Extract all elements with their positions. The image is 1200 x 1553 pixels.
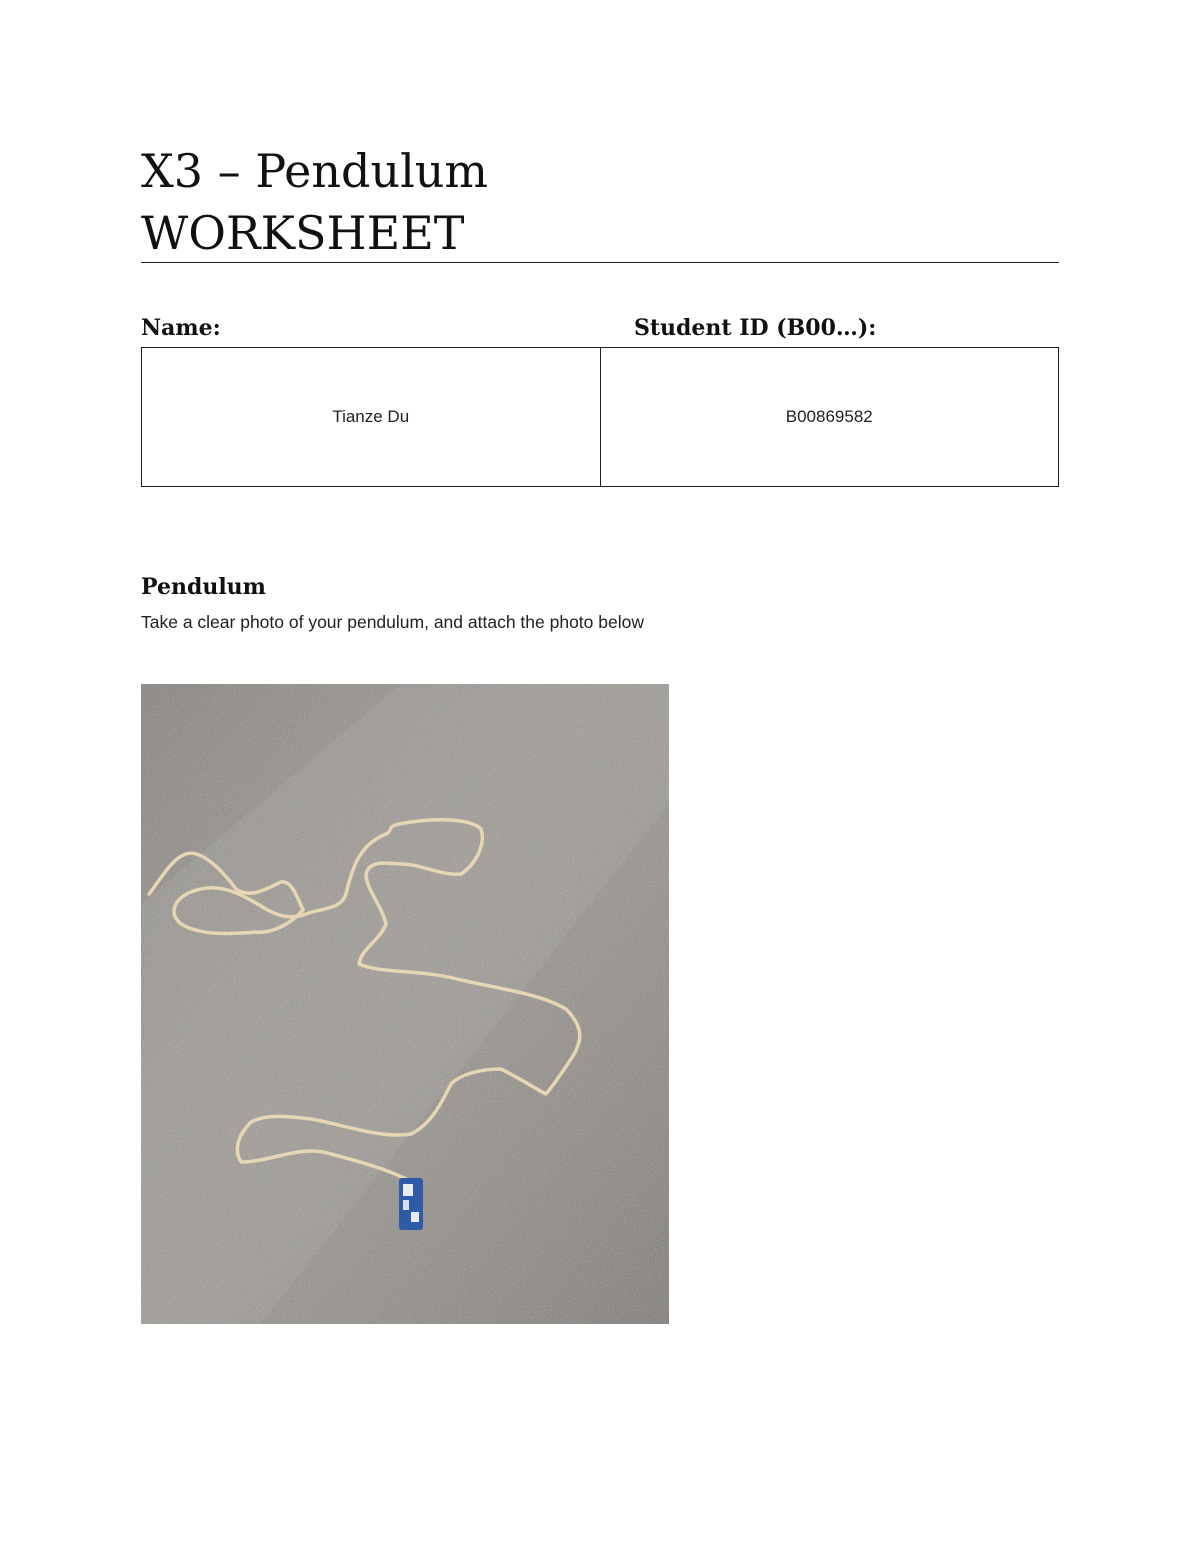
- identity-table: [141, 347, 1059, 487]
- student-id-label: Student ID (B00…):: [634, 315, 877, 341]
- section-heading-pendulum: Pendulum: [141, 574, 266, 600]
- pendulum-weight: [399, 1178, 423, 1230]
- title-line-1: X3 – Pendulum: [141, 144, 489, 198]
- name-label: Name:: [141, 315, 221, 341]
- title-divider: [141, 262, 1059, 263]
- page-title: [141, 140, 488, 264]
- identity-row: [142, 348, 1059, 487]
- name-value-cell[interactable]: Tianze Du: [142, 348, 601, 487]
- title-line-2: WORKSHEET: [141, 206, 465, 260]
- pendulum-photo-drawing: [141, 684, 669, 1324]
- instruction-text: Take a clear photo of your pendulum, and attach the photo below: [141, 612, 644, 632]
- pendulum-photo: [141, 684, 669, 1324]
- student-id-value-cell[interactable]: B00869582: [600, 348, 1059, 487]
